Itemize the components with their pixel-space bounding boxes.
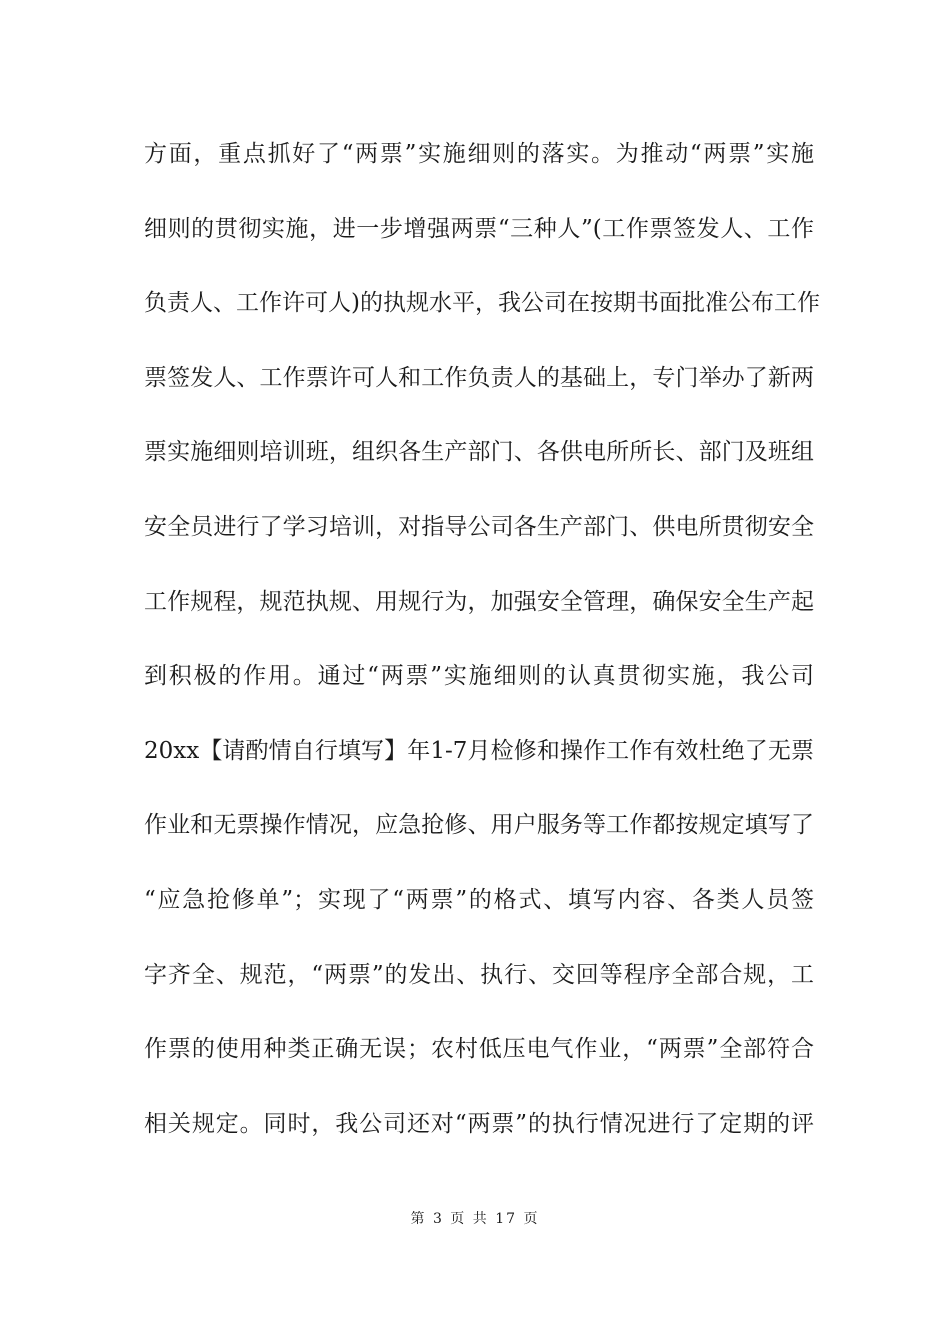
text-line-14: 相关规定。同时，我公司还对“两票”的执行情况进行了定期的评 [144,1110,814,1137]
text-line-12: 字齐全、规范，“两票”的发出、执行、交回等程序全部合规，工 [144,961,814,988]
text-line-9: 20xx【请酌情自行填写】年1-7月检修和操作工作有效杜绝了无票 [144,737,814,764]
text-line-3: 负责人、工作许可人)的执规水平，我公司在按期书面批准公布工作 [144,290,820,317]
text-line-6: 安全员进行了学习培训，对指导公司各生产部门、供电所贯彻安全 [144,513,814,540]
text-line-10: 作业和无票操作情况，应急抢修、用户服务等工作都按规定填写了 [144,812,814,839]
text-line-1: 方面，重点抓好了“两票”实施细则的落实。为推动“两票”实施 [144,141,814,167]
body-text [144,128,820,1172]
text-line-5: 票实施细则培训班，组织各生产部门、各供电所所长、部门及班组 [144,439,814,466]
text-line-2: 细则的贯彻实施，进一步增强两票“三种人”(工作票签发人、工作 [144,215,814,242]
text-line-8: 到积极的作用。通过“两票”实施细则的认真贯彻实施，我公司 [144,663,814,690]
text-line-11: “应急抢修单”；实现了“两票”的格式、填写内容、各类人员签 [144,886,814,913]
page-footer: 第 3 页 共 17 页 [410,1211,540,1227]
text-line-13: 作票的使用种类正确无误；农村低压电气作业，“两票”全部符合 [144,1036,814,1063]
text-line-7: 工作规程，规范执规、用规行为，加强安全管理，确保安全生产起 [144,588,814,615]
text-line-4: 票签发人、工作票许可人和工作负责人的基础上，专门举办了新两 [144,364,814,391]
